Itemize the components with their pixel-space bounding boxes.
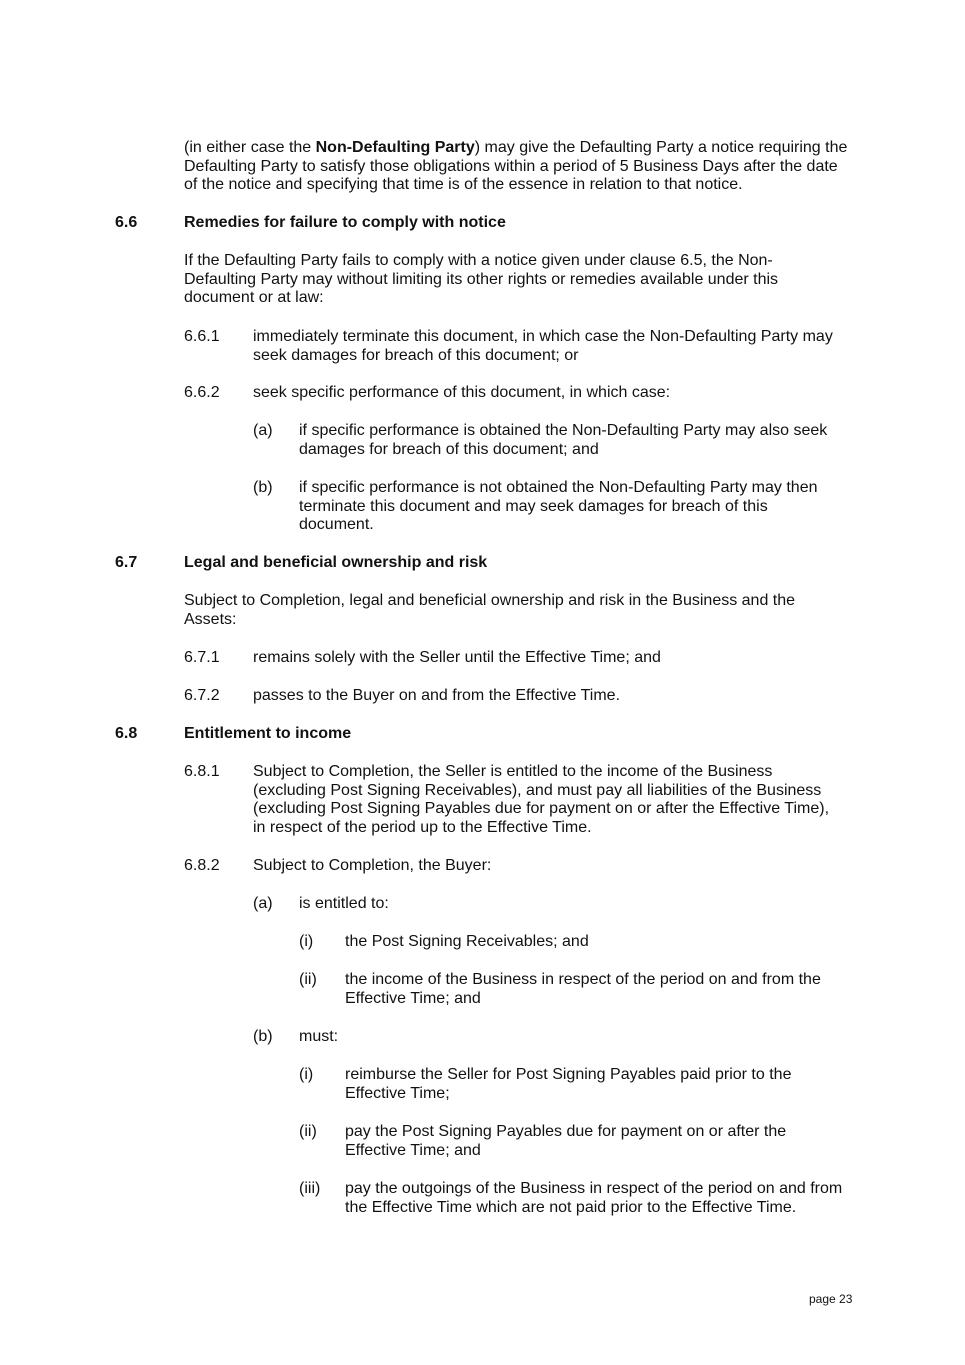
clause-number-6-8: 6.8 (115, 725, 138, 742)
intro-paragraph (184, 139, 849, 195)
clause-number-6-8-2: 6.8.2 (184, 857, 220, 874)
page-number: page 23 (809, 1292, 853, 1306)
clause-number-6-6-2: 6.6.2 (184, 384, 220, 401)
clause-text-6-8-2-a-ii: the income of the Business in respect of the period on and from the Effective Time; and (345, 971, 821, 1007)
clause-text-6-8-2-b-ii: pay the Post Signing Payables due for payment on or after the Effective Time; and (345, 1123, 787, 1159)
clause-text-6-6-2-b: if specific performance is not obtained the Non-Defaulting Party may then terminate this document and may seek damages for breach of this document. (299, 479, 818, 533)
clause-label-6-8-2-b-iii: (iii) (299, 1180, 321, 1197)
clause-label-6-8-2-b-i: (i) (299, 1066, 314, 1083)
clause-number-6-7-2: 6.7.2 (184, 687, 220, 704)
clause-heading-6-7: Legal and beneficial ownership and risk (184, 554, 488, 571)
clause-number-6-7-1: 6.7.1 (184, 649, 220, 666)
clause-text-6-7-2: passes to the Buyer on and from the Effective Time. (253, 687, 621, 704)
clause-label-6-8-2-a-i: (i) (299, 933, 314, 950)
clause-text-6-6-1: immediately terminate this document, in which case the Non-Defaulting Party may seek damages for breach of this document; or (253, 328, 833, 364)
clause-label-6-8-2-a-ii: (ii) (299, 971, 317, 988)
clause-body-6-6: If the Defaulting Party fails to comply with a notice given under clause 6.5, the Non-Defaulting Party may without limiting its other rights or remedies available under this document or at law: (184, 252, 779, 306)
clause-text-6-7-1: remains solely with the Seller until the Effective Time; and (253, 649, 661, 666)
clause-text-6-6-2-a: if specific performance is obtained the Non-Defaulting Party may also seek damages for breach of this document; and (299, 422, 828, 458)
clause-number-6-7: 6.7 (115, 554, 138, 571)
clause-text-6-6-2: seek specific performance of this document, in which case: (253, 384, 671, 401)
clause-body-6-7: Subject to Completion, legal and beneficial ownership and risk in the Business and the Assets: (184, 592, 796, 628)
clause-number-6-6: 6.6 (115, 214, 138, 231)
clause-label-6-8-2-a: (a) (253, 895, 273, 912)
clause-label-6-8-2-b: (b) (253, 1028, 273, 1045)
clause-number-6-6-1: 6.6.1 (184, 328, 220, 345)
clause-text-6-8-2-a: is entitled to: (299, 895, 389, 912)
clause-text-6-8-2-b: must: (299, 1028, 339, 1045)
clause-number-6-8-1: 6.8.1 (184, 763, 220, 780)
clause-text-6-8-2: Subject to Completion, the Buyer: (253, 857, 492, 874)
clause-text-6-8-2-b-i: reimburse the Seller for Post Signing Payables paid prior to the Effective Time; (345, 1066, 792, 1102)
intro-suffix: ) may give the Defaulting Party a notice requiring the Defaulting Party to satisfy those obligations within a period of 5 Business Days after the date of the notice and specifying that time is of the essence in relation to that notice. (184, 139, 848, 193)
clause-label-6-8-2-b-ii: (ii) (299, 1123, 317, 1140)
clause-text-6-8-2-a-i: the Post Signing Receivables; and (345, 933, 589, 950)
clause-label-6-6-2-b: (b) (253, 479, 273, 496)
intro-prefix: (in either case the (184, 139, 316, 156)
clause-label-6-6-2-a: (a) (253, 422, 273, 439)
clause-heading-6-8: Entitlement to income (184, 725, 352, 742)
intro-defined-term: Non-Defaulting Party (315, 139, 475, 156)
clause-text-6-8-2-b-iii: pay the outgoings of the Business in respect of the period on and from the Effective Time which are not paid prior to the Effective Time. (345, 1180, 843, 1216)
clause-text-6-8-1: Subject to Completion, the Seller is entitled to the income of the Business (excluding Post Signing Receivables), and must pay all liabilities of the Business (excluding Post Signing Payables due for payment on or after the Effective Time), in respect of the period up to the Effective Time. (253, 763, 830, 836)
clause-heading-6-6: Remedies for failure to comply with notice (184, 214, 506, 231)
